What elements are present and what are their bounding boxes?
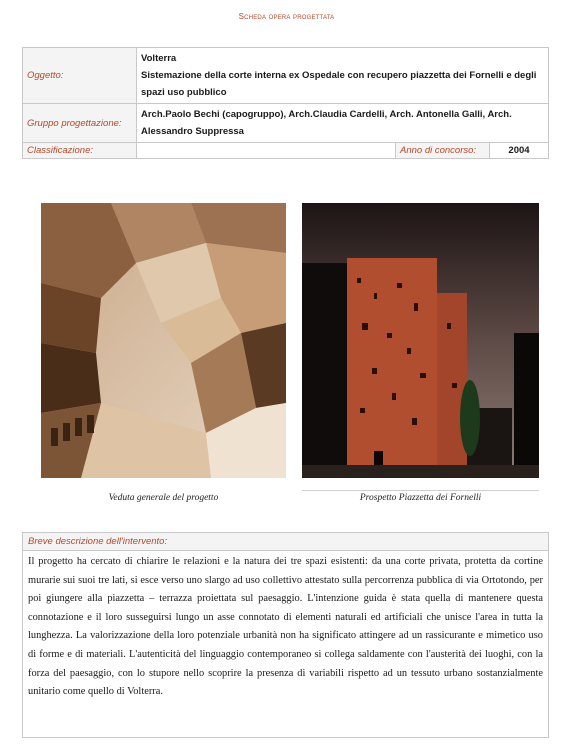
- aerial-view-image: [41, 203, 286, 478]
- classificazione-value: [137, 143, 396, 159]
- oggetto-line-2: Sistemazione della corte interna ex Ospedale con recupero piazzetta dei Fornelli e degli spazi uso pubblico: [141, 70, 537, 98]
- oggetto-row: [23, 48, 549, 104]
- project-info-table: [22, 47, 549, 159]
- description-section: [22, 532, 549, 738]
- anno-value: 2004: [490, 143, 549, 159]
- gruppo-value: Arch.Paolo Bechi (capogruppo), Arch.Claudia Cardelli, Arch. Antonella Galli, Arch. Alessandro Suppressa: [137, 104, 549, 143]
- elevation-view-caption: Prospetto Piazzetta dei Fornelli: [359, 493, 482, 503]
- aerial-view-caption: Veduta generale del progetto: [108, 493, 219, 503]
- classificazione-row: [23, 143, 549, 159]
- oggetto-value: [137, 48, 549, 104]
- description-text: Il progetto ha cercato di chiarire le relazioni e la natura dei tre spazi esistenti: da una corte privata, protetta da cortine murarie sui suoi tre lati, si esce verso uno slargo ad uso collettivo attestato sulla percorrenza pubblica di via Ortotondo, per poi giungere alla piazzetta – terrazza proiettata sul paesaggio. L'intenzione guida è stata quella di mantenere questa connotazione e il loro susseguirsi lungo un asse connotato di elementi naturali ed artificiali che unisce l'area in tutta la lunghezza. La valorizzazione della loro potenziale urbanità non ha significato attingere ad un rassicurante e mimetico uso di forme e di materiali. L'autenticità del linguaggio contemporaneo si collega saldamente con l'austerità dei luoghi, con la forza del paesaggio, con lo stupore nello scoprire la presenza di variabili rispetto ad un tessuto urbano sostanzialmente unitario come quello di Volterra.: [28, 556, 543, 698]
- oggetto-line-1: Volterra: [141, 53, 177, 64]
- page-header-title: Scheda opera progettata: [238, 12, 335, 21]
- elevation-view-image: [302, 203, 539, 478]
- caption-divider: [302, 490, 539, 491]
- gruppo-label: Gruppo progettazione:: [23, 104, 137, 143]
- description-label: Breve descrizione dell'intervento:: [23, 533, 548, 551]
- oggetto-label: Oggetto:: [23, 48, 137, 104]
- classificazione-label: Classificazione:: [23, 143, 137, 159]
- gruppo-row: [23, 104, 549, 143]
- anno-label: Anno di concorso:: [396, 143, 490, 159]
